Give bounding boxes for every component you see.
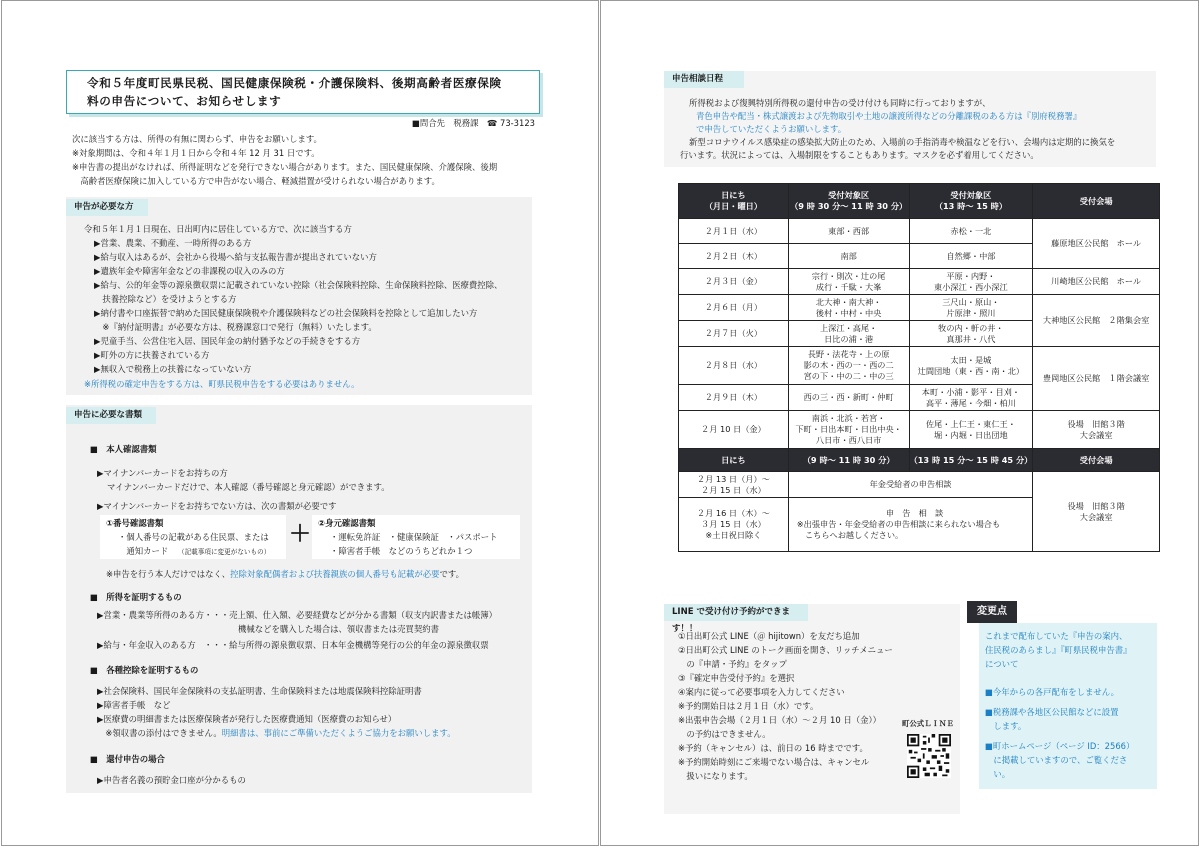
- sec1-line: ▶給与収入はあるが、会社から役場へ給与支払報告書が提出されていない方: [94, 252, 377, 262]
- section-required-title: 申告が必要な方: [66, 199, 148, 216]
- am-cell: 南浜・北浜・若宮・ 下町・日出本町・日出中央・ 八日市・西八日市: [788, 411, 909, 449]
- changes-bullet: ■税務課や各地区公民館などに設置: [985, 707, 1119, 717]
- venue-cell: 川崎地区公民館 ホール: [1033, 269, 1160, 295]
- table-row: [679, 219, 1160, 244]
- number-docs-note: （記載事項に変更がないもの）: [178, 548, 271, 556]
- changes-bullet: ■今年からの各戸配布をしません。: [985, 687, 1120, 697]
- table-row: [679, 295, 1160, 321]
- changes-bullet: します。: [985, 721, 1027, 731]
- schedule-intro-line: 青色申告や配当・株式譲渡および先物取引や土地の譲渡所得などの分離課税のある方は『別府税務署』: [696, 111, 1082, 121]
- income-proof-line: ▶給与・年金収入のある方 ・・・給与所得の源泉徴収票、日本年金機構等発行の公的年金の源泉徴収票: [97, 640, 489, 650]
- pm-cell: 三尺山・原山・ 片原津・照川: [909, 295, 1033, 321]
- line-step: ④案内に従って必要事項を入力してください: [678, 687, 845, 697]
- identity-docs-title: ②身元確認書類: [318, 518, 376, 528]
- id-docs-heading: ■ 本人確認書類: [90, 444, 157, 454]
- schedule-intro-line: 新型コロナウイルス感染症の感染拡大防止のため、入場前の手指消毒や検温などを行い、会場内は定期的に換気を: [689, 137, 1116, 147]
- refund-heading: ■ 還付申告の場合: [90, 754, 165, 764]
- pm-cell: 自然郷・中部: [909, 244, 1033, 269]
- left-page: [1, 0, 599, 846]
- table-row: [679, 472, 1160, 498]
- intro-line: ※対象期間は、令和４年１月１日から令和４年 12 月 31 日です。: [72, 148, 320, 158]
- am-cell: 北大神・南大神・ 後村・中村・中央: [788, 295, 909, 321]
- sec1-line: ▶町外の方に扶養されている方: [94, 350, 210, 360]
- mynumber-has-label: ▶マイナンバーカードをお持ちの方: [97, 468, 228, 478]
- line-step: ③『確定申告受付予約』を選択: [678, 673, 795, 683]
- section-documents-title: 申告に必要な書類: [66, 407, 156, 424]
- deduction-heading: ■ 各種控除を証明するもの: [90, 665, 199, 675]
- am-cell: 西の三・西・新町・仲町: [788, 385, 909, 411]
- intro-line: 次に該当する方は、所得の有無に関わらず、申告をお願いします。: [72, 134, 322, 144]
- date-cell: ２月８日（水）: [679, 347, 789, 385]
- line-step: ②日出町公式 LINE のトーク画面を開き、リッチメニュー: [678, 645, 893, 655]
- date-cell: ２月 13 日（月）～ ２月 15 日（水）: [679, 472, 789, 498]
- table-row: [679, 269, 1160, 295]
- date-cell: ２月１日（水）: [679, 219, 789, 244]
- intro-line: 高齢者医療保険に加入している方で申告がない場合、軽減措置が受けられない場合があります。: [72, 176, 440, 186]
- consult-desc-cell: [788, 498, 1032, 552]
- pm-cell: 太田・是城 辻間団地（東・西・南・北）: [909, 347, 1033, 385]
- mynumber-has-desc: マイナンバーカードだけで、本人確認（番号確認と身元確認）ができます。: [107, 482, 390, 492]
- line-step: ①日出町公式 LINE（＠ hijitown）を友だち追加: [678, 631, 860, 641]
- date-cell: ２月２日（木）: [679, 244, 789, 269]
- changes-bullet: に掲載していますので、ご覧くださ: [985, 755, 1128, 765]
- income-proof-heading: ■ 所得を証明するもの: [90, 592, 182, 602]
- consult-title: 申 告 相 談: [885, 508, 944, 518]
- sec1-note: ※所得税の確定申告をする方は、町県民税申告をする必要はありません。: [84, 379, 360, 389]
- line-step: ※予約開始時刻にご来場でない場合は、キャンセル: [678, 757, 870, 767]
- line-step: ※予約開始日は２月１日（水）です。: [678, 701, 819, 711]
- consult-desc: ※出張申告・年金受給者の申告相談に来られない場合も こちらへお越しください。: [796, 519, 1001, 540]
- pm-cell: 本町・小浦・影平・目刈・ 高平・薄尾・今畑・柏川: [909, 385, 1033, 411]
- date-cell: ２月９日（木）: [679, 385, 789, 411]
- qr-code-icon[interactable]: [907, 734, 951, 778]
- col-header-venue: 受付会場: [1033, 184, 1160, 219]
- sec1-line: ※『納付証明書』が必要な方は、税務課窓口で発行（無料）いたします。: [94, 322, 377, 332]
- venue-cell: 役場 旧館３階 大会議室: [1033, 411, 1160, 449]
- identity-docs-line: ・運転免許証 ・健康保険証 ・パスポート: [330, 532, 498, 542]
- identity-docs-line: ・障害者手帳 などのうちどれか１つ: [330, 546, 473, 556]
- sec1-line: ▶納付書や口座振替で納めた国民健康保険税や介護保険料などの社会保険料を控除として追加したい方: [94, 308, 478, 318]
- sec1-line: 令和５年１月１日現在、日出町内に居住している方で、次に該当する方: [84, 224, 352, 234]
- venue-cell: 役場 旧館３階 大会議室: [1033, 472, 1160, 552]
- page-title-box: [66, 70, 540, 114]
- date-cell: ２月 16 日（木）～ ３月 15 日（水） ※土日祝日除く: [679, 498, 789, 552]
- col-header-pm: （13 時 15 分～ 15 時 45 分）: [909, 449, 1033, 472]
- sec1-line: ▶営業、農業、不動産、一時所得のある方: [94, 238, 252, 248]
- changes-bullet: ■町ホームページ（ページ ID：2566）: [985, 741, 1135, 751]
- sec1-line: ▶児童手当、公営住宅入居、国民年金の納付猶予などの手続きをする方: [94, 336, 361, 346]
- col-header-date: 日にち （月日・曜日）: [679, 184, 789, 219]
- line-step: ※予約（キャンセル）は、前日の 16 時までです。: [678, 743, 868, 753]
- schedule-table: [678, 183, 1160, 552]
- pm-cell: 平原・内野・ 東小深江・西小深江: [909, 269, 1033, 295]
- changes-line: 住民税のあらまし』『町県民税申告書』: [985, 645, 1132, 655]
- line-step: の『申請・予約』をタップ: [678, 659, 787, 669]
- venue-cell: 豊岡地区公民館 １階会議室: [1033, 347, 1160, 411]
- sec1-line: 扶養控除など）を受けようとする方: [94, 294, 237, 304]
- schedule-intro-line: 所得税および復興特別所得税の還付申告の受け付けも同時に行っておりますが、: [689, 98, 991, 108]
- number-docs-line: ・個人番号の記載がある住民票、または: [118, 532, 269, 542]
- pm-cell: 赤松・一北: [909, 219, 1033, 244]
- date-cell: ２月７日（火）: [679, 321, 789, 347]
- sec1-line: ▶遺族年金や障害年金などの非課税の収入のみの方: [94, 266, 285, 276]
- changes-line: これまで配布していた『申告の案内、: [985, 631, 1128, 641]
- venue-cell: 藤原地区公民館 ホール: [1033, 219, 1160, 269]
- date-cell: ２月 10 日（金）: [679, 411, 789, 449]
- sec1-line: ▶給与、公的年金等の源泉徴収票に記載されていない控除（社会保険料控除、生命保険料控除、医療費控除、: [94, 280, 503, 290]
- page-title-line2: 料の申告について、お知らせします: [87, 94, 282, 108]
- am-cell: 宗行・則次・辻の尾 成行・千駄・大峯: [788, 269, 909, 295]
- table-header-row-2: [679, 449, 1160, 472]
- refund-line: ▶申告者名義の預貯金口座が分かるもの: [97, 775, 246, 785]
- deduction-line: ▶医療費の明細書または医療保険者が発行した医療費通知（医療費のお知らせ）: [97, 714, 397, 724]
- line-qr-label: 町公式ＬＩＮＥ: [902, 719, 954, 728]
- table-header-row: [679, 184, 1160, 219]
- col-header-am: （9 時～ 11 時 30 分）: [788, 449, 909, 472]
- col-header-am: 受付対象区 （9 時 30 分～ 11 時 30 分）: [788, 184, 909, 219]
- line-step: ※出張申告会場（２月１日（水）～２月 10 日（金））: [678, 715, 882, 725]
- deduction-line: ▶社会保険料、国民年金保険料の支払証明書、生命保険料または地震保険料控除証明書: [97, 686, 422, 696]
- deduction-note: ※領収書の添付はできません。明細書は、事前にご準備いただくようご協力をお願いします。: [97, 728, 456, 738]
- number-docs-line: 通知カード: [118, 546, 169, 556]
- table-row: [679, 411, 1160, 449]
- sec1-line: ▶無収入で税務上の扶養になっていない方: [94, 364, 252, 374]
- pension-desc-cell: 年金受給者の申告相談: [788, 472, 1032, 498]
- line-step: の予約はできません。: [678, 729, 771, 739]
- income-proof-line: ▶営業・農業等所得のある方・・・売上額、仕入額、必要経費などが分かる書類（収支内訳書または帳簿）: [97, 610, 498, 620]
- table-row: [679, 347, 1160, 385]
- col-header-date: 日にち: [679, 449, 789, 472]
- plus-icon: ＋: [289, 522, 312, 547]
- id-docs-note: ※申告を行う本人だけではなく、控除対象配偶者および扶養親族の個人番号も記載が必要です。: [106, 569, 464, 579]
- schedule-intro-line: で申告していただくようお願いします。: [696, 124, 847, 134]
- pm-cell: 牧の内・軒の井・ 真那井・八代: [909, 321, 1033, 347]
- changes-line: について: [985, 659, 1019, 669]
- am-cell: 長野・法花寺・上の原 影の木・西の一・西の二 宮の下・中の二・中の三: [788, 347, 909, 385]
- deduction-line: ▶障害者手帳 など: [97, 700, 171, 710]
- venue-cell: 大神地区公民館 ２階集会室: [1033, 295, 1160, 347]
- date-cell: ２月６日（月）: [679, 295, 789, 321]
- line-step: 扱いになります。: [678, 771, 753, 781]
- schedule-intro-line: 行います。状況によっては、入場制限をすることもあります。マスクを必ず着用してください。: [680, 150, 1039, 160]
- col-header-venue: 受付会場: [1033, 449, 1160, 472]
- right-page: [600, 0, 1199, 846]
- col-header-pm: 受付対象区 （13 時～ 15 時）: [909, 184, 1033, 219]
- am-cell: 南部: [788, 244, 909, 269]
- page-title-line1: 令和５年度町民県民税、国民健康保険税・介護保険料、後期高齢者医療保険: [87, 76, 502, 90]
- number-docs-title: ①番号確認書類: [106, 518, 164, 528]
- changes-title: 変更点: [967, 601, 1017, 623]
- income-proof-line: 機械などを購入した場合は、領収書または売買契約書: [238, 624, 439, 634]
- am-cell: 東部・西部: [788, 219, 909, 244]
- changes-bullet: い。: [985, 769, 1011, 779]
- schedule-title: 申告相談日程: [664, 71, 744, 88]
- mynumber-not-label: ▶マイナンバーカードをお持ちでない方は、次の書類が必要です: [97, 501, 337, 511]
- line-booking-title: LINE で受け付け予約ができます！！: [664, 604, 808, 621]
- contact-info: ■問合先 税務課 ☎ 73-3123: [412, 118, 535, 128]
- date-cell: ２月３日（金）: [679, 269, 789, 295]
- intro-line: ※申告書の提出がなければ、所得証明などを発行できない場合があります。また、国民健康保険、介護保険、後期: [72, 162, 498, 172]
- am-cell: 上深江・高尾・ 日比の浦・港: [788, 321, 909, 347]
- pm-cell: 佐尾・上仁王・東仁王・ 堀・内堀・日出団地: [909, 411, 1033, 449]
